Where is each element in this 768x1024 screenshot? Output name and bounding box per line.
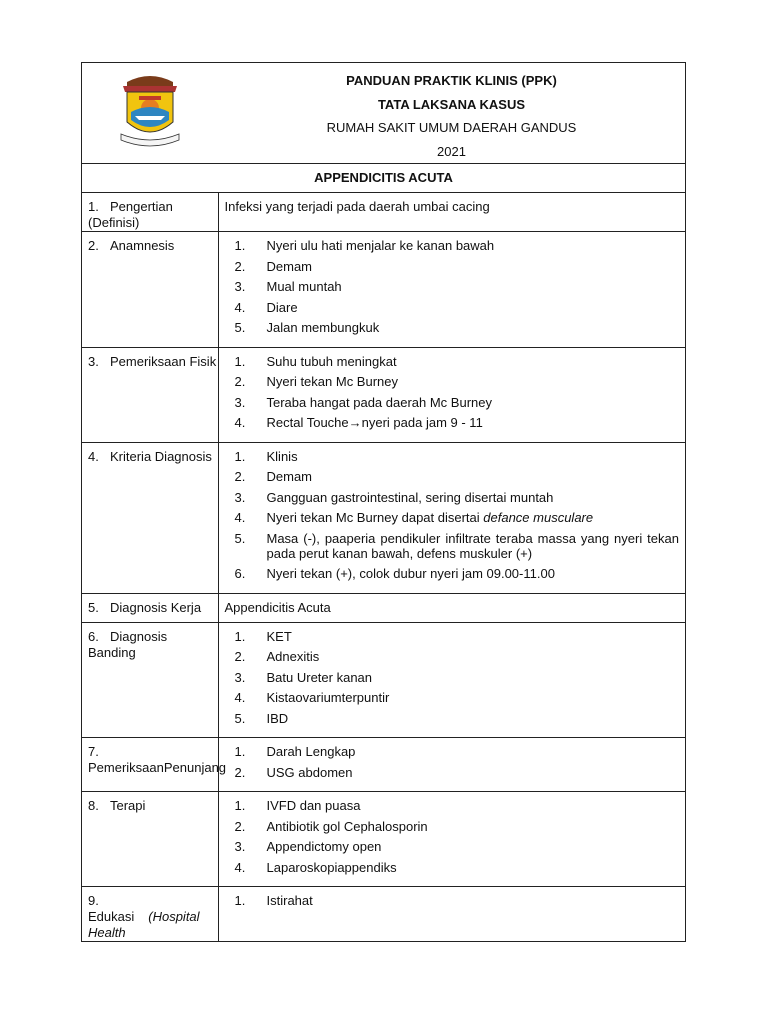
list-item-text: Istirahat — [266, 893, 313, 908]
list-item — [225, 798, 680, 813]
list-item — [225, 690, 680, 705]
list-item — [225, 469, 680, 484]
list-item-text: Demam — [266, 258, 313, 274]
list-item — [225, 839, 680, 854]
list-item-text: Kistaovariumterpuntir — [266, 690, 390, 705]
section-number: 9. — [88, 893, 99, 908]
section-label-cell — [82, 792, 219, 887]
list-item-text: Laparoskopiappendiks — [266, 859, 397, 875]
list-item-number: 1. — [234, 628, 246, 644]
list-item-text: KET — [266, 628, 292, 644]
section-row — [82, 593, 686, 622]
list-item-text: Appendictomy open — [266, 839, 382, 854]
item-list — [225, 744, 680, 780]
section-content-cell — [218, 232, 686, 348]
list-item — [225, 490, 680, 505]
list-item-text: Teraba hangat pada daerah Mc Burney — [266, 394, 492, 410]
item-list — [225, 238, 680, 335]
list-item — [225, 354, 680, 369]
list-item-text: Nyeri ulu hati menjalar ke kanan bawah — [266, 238, 495, 253]
list-item — [225, 238, 680, 253]
list-item — [225, 670, 680, 685]
list-item-number: 4. — [234, 859, 246, 875]
list-item-number: 1. — [234, 798, 246, 813]
title-row — [82, 164, 686, 193]
list-item-number: 3. — [234, 394, 246, 410]
list-item-number: 5. — [234, 530, 246, 546]
item-list — [225, 798, 680, 875]
section-content-cell — [218, 622, 686, 738]
list-item — [225, 449, 680, 464]
list-item-number: 2. — [234, 764, 246, 780]
doc-heading: PANDUAN PRAKTIK KLINIS (PPK) — [346, 73, 557, 88]
list-item-text: Nyeri tekan Mc Burney dapat disertai defance musculare — [266, 510, 594, 525]
list-item-number: 5. — [234, 710, 246, 726]
list-item-text: Darah Lengkap — [266, 744, 356, 759]
list-item-text: Antibiotik gol Cephalosporin — [266, 818, 428, 834]
list-item — [225, 279, 680, 294]
section-label-cell — [82, 232, 219, 348]
list-item-text: USG abdomen — [266, 764, 353, 780]
list-item-number: 2. — [234, 649, 246, 664]
list-item-number: 4. — [234, 415, 246, 430]
section-content-cell — [218, 887, 686, 942]
list-item-text: Rectal Touche→nyeri pada jam 9 - 11 — [266, 415, 483, 430]
list-item-number: 1. — [234, 353, 246, 369]
list-item — [225, 860, 680, 875]
section-number: 8. — [88, 798, 99, 813]
list-item-number: 1. — [234, 238, 246, 253]
section-number: 3. — [88, 353, 99, 369]
ppk-table — [81, 62, 686, 942]
section-label-cell — [82, 347, 219, 442]
doc-subheading: TATA LAKSANA KASUS — [377, 96, 526, 112]
list-item-text: IVFD dan puasa — [266, 798, 361, 813]
list-item-text: Klinis — [266, 448, 298, 464]
header-text-cell — [218, 63, 686, 164]
list-item-number: 1. — [234, 744, 246, 759]
list-item-text: Jalan membungkuk — [266, 320, 380, 335]
item-list — [225, 354, 680, 431]
list-item-number: 5. — [234, 320, 246, 335]
list-item — [225, 395, 680, 410]
list-item-number: 2. — [234, 818, 246, 834]
section-row — [82, 738, 686, 792]
ppk-document — [81, 62, 686, 982]
list-item-number: 6. — [234, 566, 246, 581]
list-item-text: Gangguan gastrointestinal, sering disertai muntah — [266, 489, 554, 505]
section-row — [82, 193, 686, 232]
list-item — [225, 893, 680, 908]
section-label: Pengertian (Definisi) — [88, 199, 173, 230]
doc-year: 2021 — [437, 143, 466, 159]
section-content-cell — [218, 792, 686, 887]
section-label: Anamnesis — [110, 238, 175, 253]
list-item-text: Nyeri tekan (+), colok dubur nyeri jam 09.00-11.00 — [266, 566, 555, 581]
section-content-cell — [218, 593, 686, 622]
section-label: Kriteria Diagnosis — [110, 448, 212, 464]
hospital-name: RUMAH SAKIT UMUM DAERAH GANDUS — [326, 120, 577, 135]
list-item — [225, 531, 680, 561]
section-number: 7. — [88, 744, 99, 759]
list-item — [225, 744, 680, 759]
section-number: 2. — [88, 238, 99, 253]
list-item-number: 3. — [234, 669, 246, 685]
list-item — [225, 510, 680, 525]
list-item-number: 1. — [234, 448, 246, 464]
section-label-cell — [82, 887, 219, 942]
section-label: Edukasi — [88, 909, 135, 924]
list-item-number: 3. — [234, 279, 246, 294]
list-item-italic: defance musculare — [479, 510, 594, 525]
section-label-cell — [82, 442, 219, 593]
section-rows — [82, 193, 686, 942]
section-row — [82, 442, 686, 593]
list-item — [225, 765, 680, 780]
list-item — [225, 374, 680, 389]
list-item — [225, 320, 680, 335]
list-item-text: Demam — [266, 469, 313, 484]
list-item-text: Masa (-), paaperia pendikuler infiltrate teraba massa yang nyeri tekan pada perut kanan bawah, defens muskuler (+) — [266, 530, 679, 561]
list-item — [225, 300, 680, 315]
list-item-number: 3. — [234, 839, 246, 854]
list-item — [225, 259, 680, 274]
section-content-cell — [218, 442, 686, 593]
section-label: Diagnosis Kerja — [110, 599, 202, 615]
list-item-number: 4. — [234, 690, 246, 705]
list-item-number: 1. — [234, 893, 246, 908]
section-text: Infeksi yang terjadi pada daerah umbai cacing — [224, 199, 490, 214]
list-item — [225, 711, 680, 726]
section-row — [82, 347, 686, 442]
list-item-text: Mual muntah — [266, 279, 342, 294]
list-item — [225, 415, 680, 430]
section-label-cell — [82, 622, 219, 738]
section-row — [82, 887, 686, 942]
list-item-number: 2. — [234, 374, 246, 389]
list-item-text: Adnexitis — [266, 649, 320, 664]
logo-cell — [82, 63, 219, 164]
section-text: Appendicitis Acuta — [224, 599, 331, 615]
header-row — [82, 63, 686, 164]
list-item-text: IBD — [266, 710, 289, 726]
doc-title: APPENDICITIS ACUTA — [82, 164, 686, 193]
section-label: Terapi — [110, 798, 146, 813]
list-item — [225, 629, 680, 644]
list-item-text: Nyeri tekan Mc Burney — [266, 374, 398, 389]
list-item-text: Diare — [266, 299, 298, 315]
list-item-text: Batu Ureter kanan — [266, 669, 373, 685]
palembang-emblem-icon — [115, 72, 185, 150]
section-number: 6. — [88, 628, 99, 644]
item-list — [225, 893, 680, 908]
section-number: 5. — [88, 599, 99, 615]
section-label-cell — [82, 593, 219, 622]
list-item — [225, 649, 680, 664]
list-item-number: 2. — [234, 469, 246, 484]
section-row — [82, 792, 686, 887]
section-number: 4. — [88, 448, 99, 464]
section-label-italic: (Hospital Health — [88, 909, 200, 940]
section-number: 1. — [88, 199, 99, 214]
section-label-cell — [82, 193, 219, 232]
section-content-cell — [218, 193, 686, 232]
item-list — [225, 449, 680, 582]
list-item-number: 3. — [234, 489, 246, 505]
list-item-number: 4. — [234, 299, 246, 315]
section-label: Pemeriksaan Fisik — [110, 353, 217, 369]
section-content-cell — [218, 738, 686, 792]
section-label-cell — [82, 738, 227, 792]
section-row — [82, 232, 686, 348]
list-item — [225, 566, 680, 581]
item-list — [225, 629, 680, 726]
section-label: Diagnosis Banding — [88, 628, 168, 660]
section-content-cell — [218, 347, 686, 442]
list-item-text: Suhu tubuh meningkat — [266, 353, 397, 369]
section-label: PemeriksaanPenunjang — [88, 760, 227, 775]
list-item-number: 4. — [234, 510, 246, 525]
list-item-number: 2. — [234, 258, 246, 274]
list-item — [225, 819, 680, 834]
section-row — [82, 622, 686, 738]
